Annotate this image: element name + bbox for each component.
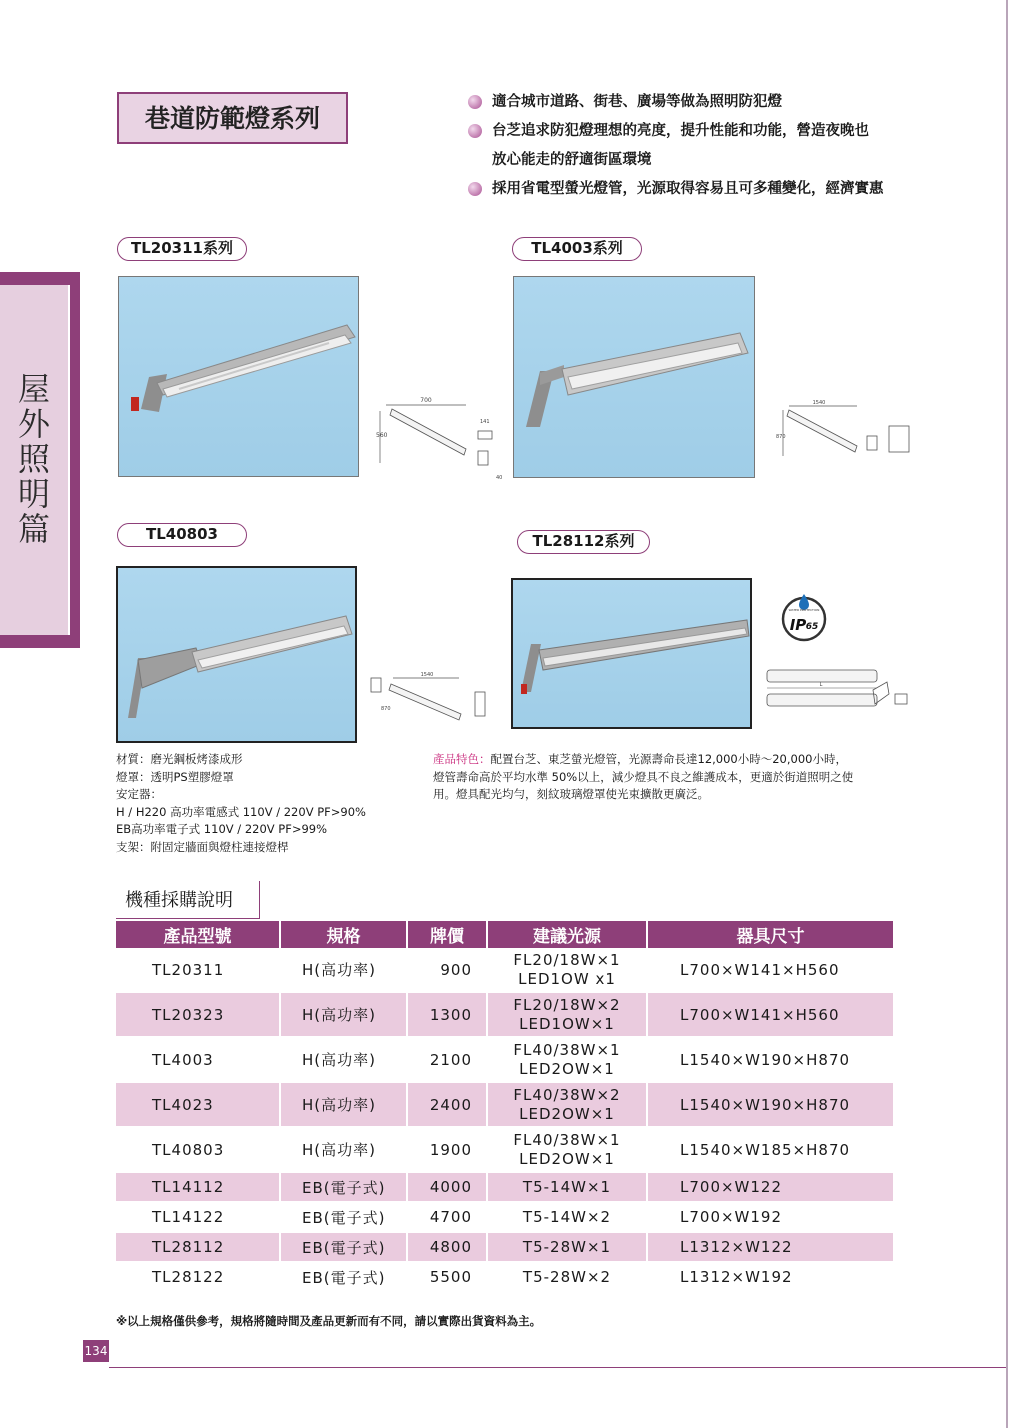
lamp-illustration	[119, 277, 359, 477]
col-header-price: 牌價	[407, 921, 487, 948]
product-features-paragraph	[433, 751, 893, 804]
cell-spec: H(高功率)	[280, 992, 407, 1037]
ip-badge-top: WATER PROTECTION	[788, 608, 820, 612]
purchase-section-title: 機種採購說明	[116, 881, 260, 919]
light-source-line: LED2OW×1	[519, 1149, 615, 1168]
feature-item	[468, 117, 968, 146]
cell-light-source	[487, 992, 647, 1037]
tech-drawing-tl20311	[374, 393, 512, 485]
cell-light-source	[487, 1127, 647, 1172]
feature-text: 放心能走的舒適街區環境	[492, 152, 652, 168]
cell-dimensions: L700×W141×H560	[647, 948, 893, 992]
light-source-line: FL40/38W×2	[513, 1085, 621, 1104]
cell-price: 2100	[407, 1037, 487, 1082]
cell-model: TL4023	[116, 1082, 280, 1127]
table-row	[116, 1172, 893, 1202]
tech-drawing-tl28112	[763, 664, 923, 716]
cell-light-source: T5-14W×1	[487, 1172, 647, 1202]
cell-light-source: T5-14W×2	[487, 1202, 647, 1232]
light-source-line: LED2OW×1	[519, 1104, 615, 1123]
cell-model: TL40803	[116, 1127, 280, 1172]
table-row	[116, 1202, 893, 1232]
table-row	[116, 1232, 893, 1262]
dim-width: 1540	[420, 672, 434, 678]
cell-spec: H(高功率)	[280, 1082, 407, 1127]
cell-spec: H(高功率)	[280, 948, 407, 992]
dim-length: L	[819, 682, 823, 688]
cell-model: TL28122	[116, 1262, 280, 1292]
spec-line: 材質：磨光鋼板烤漆成形	[116, 752, 243, 766]
table-row	[116, 948, 893, 992]
cell-light-source: T5-28W×2	[487, 1262, 647, 1292]
col-header-light-source: 建議光源	[487, 921, 647, 948]
cell-dimensions: L1540×W190×H870	[647, 1037, 893, 1082]
cell-model: TL4003	[116, 1037, 280, 1082]
ip-badge-num: 65	[805, 622, 819, 632]
feature-item	[468, 175, 968, 204]
col-header-model: 產品型號	[116, 921, 280, 948]
product-label-tl20311: TL20311系列	[117, 237, 247, 261]
feature-text: 採用省電型螢光燈管，光源取得容易且可多種變化，經濟實惠	[492, 181, 884, 197]
cell-light-source	[487, 948, 647, 992]
feature-item	[468, 88, 968, 117]
cell-model: TL14112	[116, 1172, 280, 1202]
cell-price: 5500	[407, 1262, 487, 1292]
col-header-spec: 規格	[280, 921, 407, 948]
feature-para-line: 用。燈具配光均勻，刻紋玻璃燈罩使光束擴散更廣泛。	[433, 787, 709, 802]
right-margin-rule	[1006, 0, 1008, 1428]
cell-model: TL20311	[116, 948, 280, 992]
cell-price: 1900	[407, 1127, 487, 1172]
spec-table	[116, 921, 893, 1293]
cell-dimensions: L1312×W192	[647, 1262, 893, 1292]
feature-text: 台芝追求防犯燈理想的亮度，提升性能和功能，營造夜晚也	[492, 123, 869, 139]
product-photo-tl4003	[513, 276, 755, 478]
cell-dimensions: L700×W141×H560	[647, 992, 893, 1037]
cell-price: 900	[407, 948, 487, 992]
feature-text: 適合城市道路、街巷、廣場等做為照明防犯燈	[492, 94, 782, 110]
cell-light-source	[487, 1037, 647, 1082]
spec-line: EB高功率電子式 110V / 220V PF>99%	[116, 822, 328, 837]
col-header-dimensions: 器具尺寸	[647, 921, 893, 948]
feature-list	[468, 88, 968, 204]
cell-spec: EB(電子式)	[280, 1262, 407, 1292]
light-source-line: FL40/38W×1	[513, 1040, 621, 1059]
light-source-line: LED1OW x1	[518, 969, 616, 988]
cell-price: 4000	[407, 1172, 487, 1202]
cell-light-source	[487, 1082, 647, 1127]
table-row	[116, 1262, 893, 1292]
spec-line: 燈罩：透明PS塑膠燈罩	[116, 769, 234, 784]
cell-spec: H(高功率)	[280, 1037, 407, 1082]
cell-spec: EB(電子式)	[280, 1172, 407, 1202]
tech-drawing-tl40803	[365, 668, 505, 728]
side-char: 篇	[17, 510, 50, 548]
feature-item	[468, 146, 968, 175]
dim-width: 700	[420, 397, 432, 404]
bullet-icon	[468, 182, 482, 196]
product-label-tl28112: TL28112系列	[517, 530, 650, 554]
cell-price: 1300	[407, 992, 487, 1037]
bullet-icon	[468, 124, 482, 138]
bottom-rule	[109, 1367, 1006, 1368]
table-row	[116, 1037, 893, 1082]
dim-height: 870	[381, 706, 391, 712]
ip-badge-main: IP	[789, 616, 807, 634]
side-tab-label	[0, 372, 68, 547]
lamp-illustration	[513, 580, 752, 729]
side-char: 外	[17, 405, 50, 443]
product-label-tl40803: TL40803	[117, 523, 247, 547]
feature-para-label: 產品特色：	[433, 752, 491, 766]
cell-spec: EB(電子式)	[280, 1202, 407, 1232]
cell-price: 4700	[407, 1202, 487, 1232]
spec-line: H / H220 高功率電感式 110V / 220V PF>90%	[116, 804, 366, 819]
feature-para-line	[433, 751, 893, 769]
light-source-line: FL20/18W×2	[513, 995, 621, 1014]
product-photo-tl28112	[511, 578, 752, 729]
table-row	[116, 992, 893, 1037]
table-header-row	[116, 921, 893, 948]
product-label-tl4003: TL4003系列	[512, 237, 642, 261]
dim-base: 40	[496, 475, 503, 481]
table-row	[116, 1082, 893, 1127]
bullet-icon	[468, 95, 482, 109]
dim-height: 560	[376, 432, 388, 439]
side-char: 明	[17, 475, 50, 513]
light-source-line: FL20/18W×1	[513, 950, 621, 969]
product-photo-tl40803	[116, 566, 357, 743]
cell-light-source: T5-28W×1	[487, 1232, 647, 1262]
cell-dimensions: L700×W192	[647, 1202, 893, 1232]
dim-height: 870	[776, 434, 786, 440]
material-specs	[116, 751, 366, 857]
product-photo-tl20311	[118, 276, 359, 477]
footnote: ※以上規格僅供參考，規格將隨時間及產品更新而有不同，請以實際出貨資料為主。	[116, 1314, 542, 1328]
dim-width: 1540	[812, 400, 826, 406]
cell-price: 2400	[407, 1082, 487, 1127]
cell-spec: EB(電子式)	[280, 1232, 407, 1262]
table-row	[116, 1127, 893, 1172]
light-source-line: LED2OW×1	[519, 1059, 615, 1078]
cell-model: TL20323	[116, 992, 280, 1037]
light-source-line: FL40/38W×1	[513, 1130, 621, 1149]
cell-model: TL14122	[116, 1202, 280, 1232]
spec-line: 支架：附固定牆面與燈柱連接燈桿	[116, 839, 289, 854]
side-char: 屋	[17, 370, 50, 408]
side-char: 照	[17, 440, 50, 478]
cell-dimensions: L1540×W185×H870	[647, 1127, 893, 1172]
spec-line: 安定器：	[116, 787, 162, 802]
lamp-illustration	[118, 568, 357, 743]
tech-drawing-tl4003	[775, 398, 915, 462]
feature-para-line: 燈管壽命高於平均水準 50%以上，減少燈具不良之維護成本，更適於街道照明之使	[433, 769, 854, 784]
cell-spec: H(高功率)	[280, 1127, 407, 1172]
light-source-line: LED1OW×1	[519, 1014, 615, 1033]
cell-dimensions: L1312×W122	[647, 1232, 893, 1262]
cell-model: TL28112	[116, 1232, 280, 1262]
feature-para-text: 配置台芝、東芝螢光燈管，光源壽命長達12,000小時～20,000小時，	[490, 752, 847, 766]
cell-dimensions: L1540×W190×H870	[647, 1082, 893, 1127]
page-number: 134	[83, 1340, 109, 1362]
page-title: 巷道防範燈系列	[117, 92, 348, 144]
dim-depth: 141	[480, 419, 490, 425]
ip65-badge-icon	[779, 592, 829, 642]
cell-price: 4800	[407, 1232, 487, 1262]
lamp-illustration	[514, 277, 755, 478]
cell-dimensions: L700×W122	[647, 1172, 893, 1202]
